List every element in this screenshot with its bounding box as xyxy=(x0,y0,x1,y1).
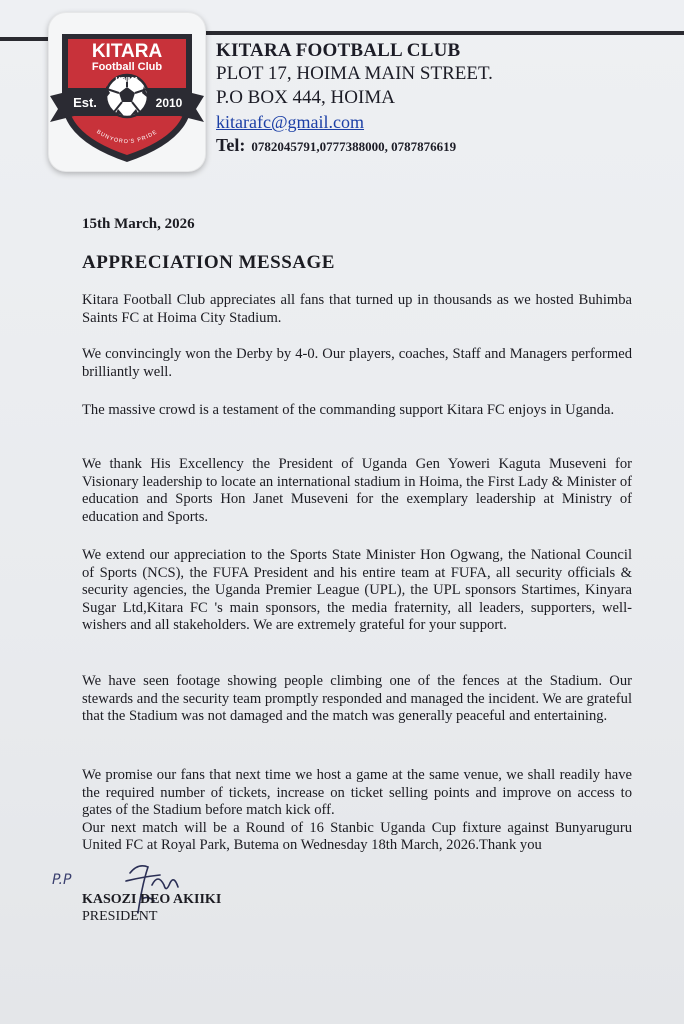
header-rule-right xyxy=(205,31,684,35)
logo-est-text: Est. xyxy=(73,95,97,110)
tel-numbers: 0782045791,0777388000, 0787876619 xyxy=(251,139,457,154)
logo-sub-text: Football Club xyxy=(91,61,163,73)
header-rule-left xyxy=(0,37,50,41)
club-crest-icon xyxy=(48,12,206,172)
tel-label: Tel: xyxy=(216,135,246,155)
club-address: PLOT 17, HOIMA MAIN STREET. xyxy=(216,63,493,84)
letter-title: APPRECIATION MESSAGE xyxy=(82,252,335,273)
paragraph-7: We promise our fans that next time we host a game at the same venue, we shall readily have the required number of tickets, increase on ticket selling points and improve on access to gates of the Stadium before match kick off. xyxy=(82,767,632,819)
paragraph-3: The massive crowd is a testament of the commanding support Kitara FC enjoys in Uganda. xyxy=(82,402,615,418)
club-email-link[interactable]: kitarafc@gmail.com xyxy=(216,112,365,132)
club-logo xyxy=(48,12,206,172)
logo-year-text: 2010 xyxy=(155,96,183,110)
club-po-box: P.O BOX 444, HOIMA xyxy=(216,87,395,108)
signatory-role: PRESIDENT xyxy=(82,909,158,924)
paragraph-8: Our next match will be a Round of 16 Stanbic Uganda Cup fixture against Bunyaruguru United FC at Royal Park, Butema on Wednesday 18th March, 2026.Thank you xyxy=(82,819,632,854)
logo-name-text: KITARA xyxy=(91,41,163,62)
paragraph-5: We extend our appreciation to the Sports State Minister Hon Ogwang, the National Council of Sports (NCS), the FUFA President and his entire team at FUFA, all security officials & security agencies, the Uganda Premier League (UPL), the UPL sponsors Startimes, Kinyara Sugar Ltd,Kitara FC 's main sponsors, the media fraternity, all leaders, supporters, well-wishers and all stakeholders. We are extremely grateful for your support. xyxy=(82,547,632,634)
logo-city-text: HOIMA xyxy=(115,77,139,84)
pp-mark: P.P xyxy=(52,872,72,888)
club-name: KITARA FOOTBALL CLUB xyxy=(216,40,461,61)
letter-date: 15th March, 2026 xyxy=(82,216,195,232)
paragraph-7-group xyxy=(82,767,632,855)
club-telephone xyxy=(216,135,456,156)
paragraph-4: We thank His Excellency the President of Uganda Gen Yoweri Kaguta Museveni for Visionary leadership to locate an international stadium in Hoima, the First Lady & Minister of education and Sports Hon Janet Museveni for the exemplary leadership at Ministry of education and Sports. xyxy=(82,456,632,525)
signatory-name: KASOZI DEO AKIIKI xyxy=(82,892,222,907)
paragraph-6: We have seen footage showing people climbing one of the fences at the Stadium. Our stewards and the security team promptly responded and managed the incident. We are grateful that the Stadium was not damaged and the match was generally peaceful and entertaining. xyxy=(82,673,632,725)
logo-motto-text: BUNYORO'S PRIDE xyxy=(95,129,159,146)
paragraph-2: We convincingly won the Derby by 4-0. Our players, coaches, Staff and Managers performed brilliantly well. xyxy=(82,346,632,380)
paragraph-1: Kitara Football Club appreciates all fans that turned up in thousands as we hosted Buhimba Saints FC at Hoima City Stadium. xyxy=(82,292,632,326)
